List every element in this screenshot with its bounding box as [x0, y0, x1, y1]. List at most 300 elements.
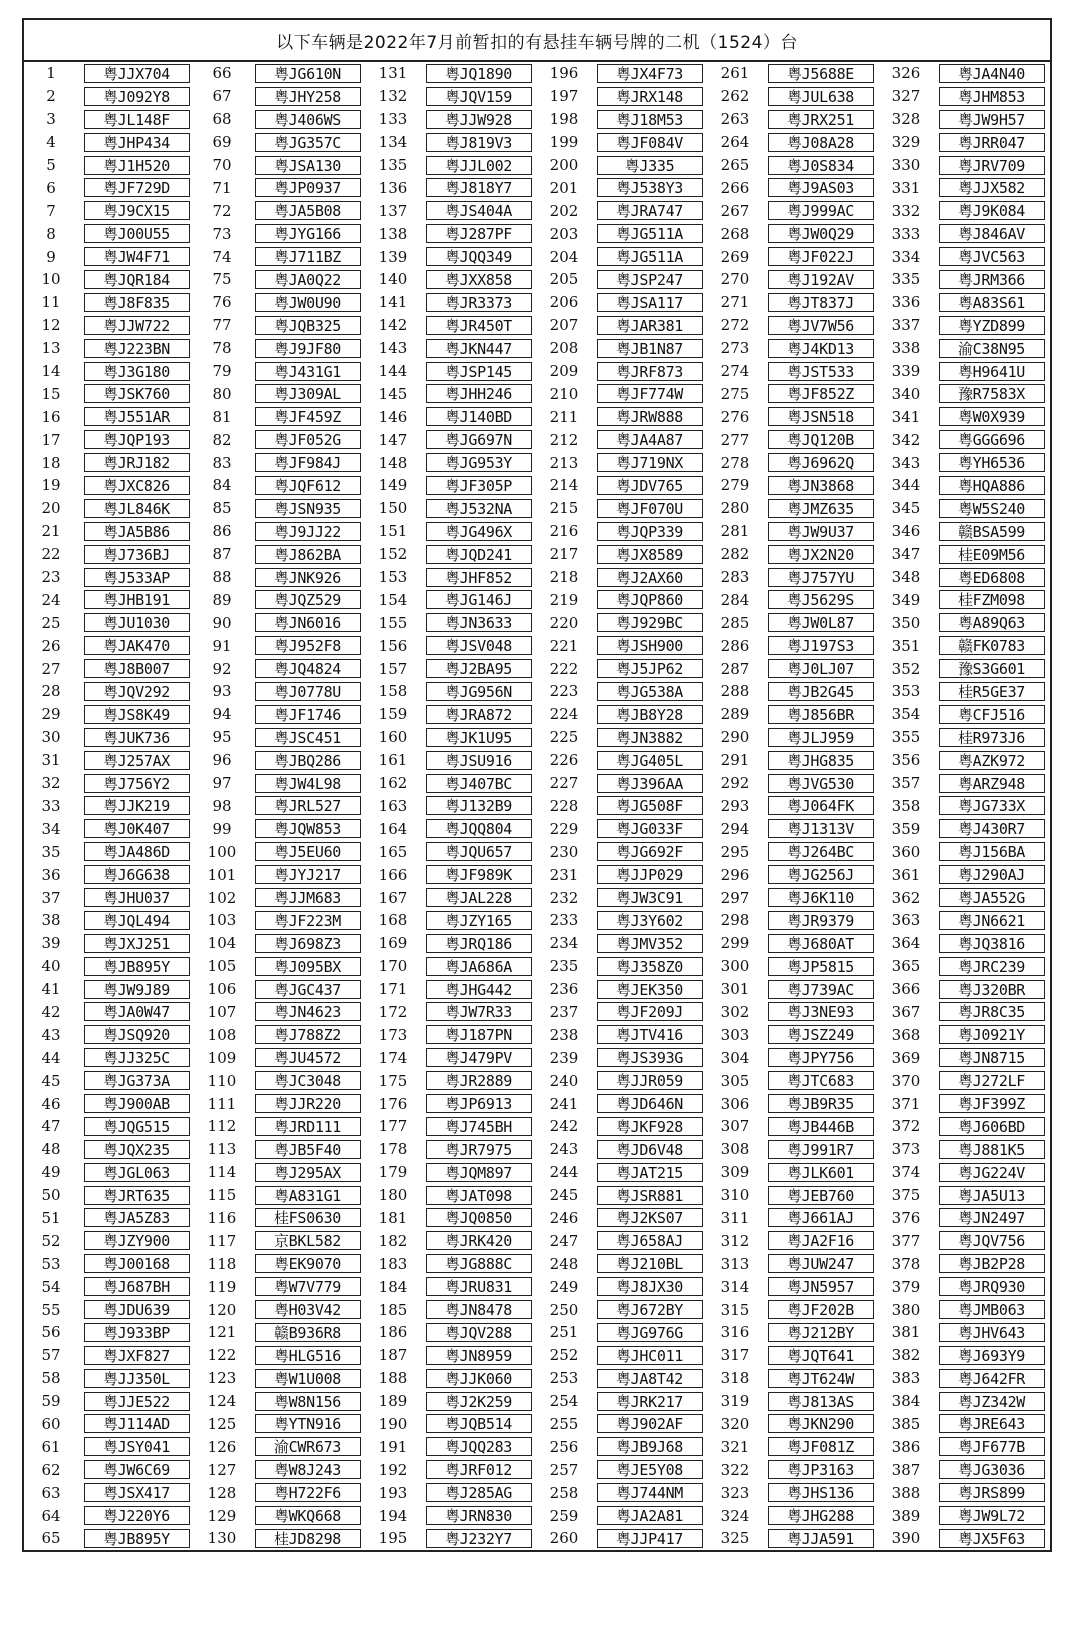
plate-number: 粤JZY900: [84, 1231, 190, 1250]
row-number: 259: [549, 1506, 579, 1525]
table-row: [23, 566, 1051, 589]
plate-cell: [591, 474, 708, 497]
row-number: 387: [891, 1460, 921, 1479]
plate-number: 粤J1H520: [84, 156, 190, 175]
plate-number: 粤JA0W47: [84, 1002, 190, 1021]
plate-number: 粤J642FR: [939, 1369, 1045, 1388]
plate-cell: [762, 108, 879, 131]
plate-number: 粤JA552G: [939, 888, 1045, 907]
plate-cell: [762, 657, 879, 680]
plate-cell: [249, 474, 366, 497]
plate-cell: [78, 1001, 195, 1024]
plate-number: 粤JW0U90: [255, 293, 361, 312]
table-row: [23, 955, 1051, 978]
document-title: 以下车辆是2022年7月前暂扣的有悬挂车辆号牌的二机（1524）台: [22, 18, 1052, 60]
row-number: 95: [212, 728, 232, 747]
plate-number: 粤JQ1890: [426, 64, 532, 83]
row-number: 159: [378, 705, 408, 724]
plate-cell: [591, 680, 708, 703]
table-row: [23, 61, 1051, 85]
row-number: 254: [549, 1392, 579, 1411]
plate-cell: [762, 245, 879, 268]
row-number: 267: [720, 201, 750, 220]
plate-cell: [591, 245, 708, 268]
row-number: 37: [41, 888, 61, 907]
row-number: 11: [41, 293, 61, 312]
row-number: 335: [891, 270, 921, 289]
plate-number: 粤J095BX: [255, 957, 361, 976]
plate-cell: [78, 1367, 195, 1390]
plate-cell: [420, 360, 537, 383]
plate-cell: [762, 611, 879, 634]
plate-number: 粤JG538A: [597, 682, 703, 701]
plate-cell: [78, 680, 195, 703]
plate-number: 粤JF729D: [84, 178, 190, 197]
table-row: [23, 291, 1051, 314]
plate-number: 粤JRW888: [597, 407, 703, 426]
row-number: 189: [378, 1392, 408, 1411]
row-number: 298: [720, 911, 750, 930]
plate-cell: [249, 772, 366, 795]
row-number: 24: [41, 590, 61, 609]
row-number: 76: [212, 293, 232, 312]
plate-cell: [933, 955, 1051, 978]
plate-cell: [591, 1367, 708, 1390]
plate-number: 粤JQQ283: [426, 1437, 532, 1456]
plate-cell: [420, 634, 537, 657]
plate-cell: [762, 382, 879, 405]
plate-cell: [762, 520, 879, 543]
plate-number: 粤JN3868: [768, 476, 874, 495]
row-number: 207: [549, 316, 579, 335]
plate-number: 粤JJ350L: [84, 1369, 190, 1388]
plate-cell: [420, 520, 537, 543]
row-number: 29: [41, 705, 61, 724]
plate-number: 粤JW0L87: [768, 613, 874, 632]
plate-cell: [933, 108, 1051, 131]
row-number: 19: [41, 476, 61, 495]
plate-cell: [420, 566, 537, 589]
plate-cell: [249, 1115, 366, 1138]
plate-cell: [420, 61, 537, 85]
table-row: [23, 1435, 1051, 1458]
plate-cell: [420, 909, 537, 932]
plate-cell: [420, 817, 537, 840]
plate-cell: [78, 1458, 195, 1481]
row-number: 369: [891, 1048, 921, 1067]
row-number: 389: [891, 1506, 921, 1525]
plate-cell: [933, 680, 1051, 703]
row-number: 119: [207, 1277, 237, 1296]
plate-number: 粤J6K110: [768, 888, 874, 907]
row-number: 174: [378, 1048, 408, 1067]
row-number: 359: [891, 819, 921, 838]
plate-cell: [78, 1023, 195, 1046]
plate-cell: [591, 108, 708, 131]
plate-cell: [933, 1184, 1051, 1207]
plate-number: 粤JJM683: [255, 888, 361, 907]
plate-cell: [591, 382, 708, 405]
row-number: 47: [41, 1117, 61, 1136]
plate-number: 粤JQ4824: [255, 659, 361, 678]
row-number: 275: [720, 384, 750, 403]
plate-number: 粤JRE643: [939, 1414, 1045, 1433]
plate-number: 京BKL582: [255, 1231, 361, 1250]
plate-cell: [591, 749, 708, 772]
plate-number: 粤J902AF: [597, 1414, 703, 1433]
plate-number: 粤JRX251: [768, 110, 874, 129]
row-number: 247: [549, 1231, 579, 1250]
plate-cell: [249, 1367, 366, 1390]
row-number: 377: [891, 1231, 921, 1250]
plate-cell: [78, 1092, 195, 1115]
plate-cell: [249, 176, 366, 199]
row-number: 150: [378, 499, 408, 518]
plate-number: 粤J0LJ07: [768, 659, 874, 678]
plate-number: 粤JV7W56: [768, 316, 874, 335]
plate-number: 粤WKQ668: [255, 1506, 361, 1525]
plate-number: 粤JRQ186: [426, 934, 532, 953]
plate-cell: [249, 1184, 366, 1207]
table-row: [23, 1321, 1051, 1344]
plate-number: 粤JF081Z: [768, 1437, 874, 1456]
row-number: 225: [549, 728, 579, 747]
plate-number: 粤A89Q63: [939, 613, 1045, 632]
row-number: 45: [41, 1071, 61, 1090]
row-number: 26: [41, 636, 61, 655]
plate-number: 粤JQD241: [426, 545, 532, 564]
row-number: 152: [378, 545, 408, 564]
plate-cell: [762, 543, 879, 566]
row-number: 230: [549, 842, 579, 861]
table-row: [23, 176, 1051, 199]
plate-cell: [762, 1115, 879, 1138]
plate-number: 粤JG610N: [255, 64, 361, 83]
row-number: 143: [378, 339, 408, 358]
row-number: 82: [212, 430, 232, 449]
plate-cell: [420, 85, 537, 108]
plate-number: 粤JQV159: [426, 87, 532, 106]
plate-cell: [249, 1458, 366, 1481]
table-row: [23, 1115, 1051, 1138]
table-row: [23, 749, 1051, 772]
plate-number: 粤JVC563: [939, 247, 1045, 266]
plate-cell: [78, 1298, 195, 1321]
plate-cell: [420, 199, 537, 222]
table-row: [23, 405, 1051, 428]
plate-cell: [762, 1321, 879, 1344]
plate-cell: [249, 909, 366, 932]
row-number: 372: [891, 1117, 921, 1136]
table-row: [23, 726, 1051, 749]
row-number: 162: [378, 774, 408, 793]
row-number: 138: [378, 224, 408, 243]
row-number: 251: [549, 1323, 579, 1342]
row-number: 285: [720, 613, 750, 632]
plate-number: 粤J745BH: [426, 1117, 532, 1136]
plate-number: 粤JQR184: [84, 270, 190, 289]
plate-number: 粤J687BH: [84, 1277, 190, 1296]
plate-number: 粤JW9H57: [939, 110, 1045, 129]
row-number: 166: [378, 865, 408, 884]
plate-cell: [762, 749, 879, 772]
row-number: 83: [212, 453, 232, 472]
plate-cell: [249, 566, 366, 589]
plate-cell: [249, 268, 366, 291]
plate-cell: [591, 634, 708, 657]
plate-number: 粤JN6016: [255, 613, 361, 632]
plate-cell: [420, 657, 537, 680]
row-number: 62: [41, 1460, 61, 1479]
row-number: 165: [378, 842, 408, 861]
plate-cell: [933, 1023, 1051, 1046]
row-number: 301: [720, 980, 750, 999]
plate-cell: [933, 428, 1051, 451]
plate-cell: [762, 1344, 879, 1367]
plate-cell: [78, 1046, 195, 1069]
plate-cell: [249, 1481, 366, 1504]
row-number: 215: [549, 499, 579, 518]
row-number: 50: [41, 1186, 61, 1205]
plate-cell: [420, 840, 537, 863]
row-number: 289: [720, 705, 750, 724]
plate-number: 赣B936R8: [255, 1323, 361, 1342]
row-number: 190: [378, 1414, 408, 1433]
row-number: 334: [891, 247, 921, 266]
plate-cell: [933, 154, 1051, 177]
table-row: [23, 520, 1051, 543]
document-page: [22, 0, 1052, 1552]
plate-number: 粤J672BY: [597, 1300, 703, 1319]
plate-number: 粤JXF827: [84, 1346, 190, 1365]
plate-number: 粤JQV756: [939, 1231, 1045, 1250]
plate-cell: [78, 657, 195, 680]
table-row: [23, 978, 1051, 1001]
plate-number: 粤J290AJ: [939, 865, 1045, 884]
plate-cell: [249, 1321, 366, 1344]
row-number: 145: [378, 384, 408, 403]
plate-cell: [591, 795, 708, 818]
plate-number: 粤J140BD: [426, 407, 532, 426]
table-row: [23, 314, 1051, 337]
row-number: 209: [549, 362, 579, 381]
row-number: 283: [720, 568, 750, 587]
plate-number: 粤J220Y6: [84, 1506, 190, 1525]
plate-number: 粤JQV288: [426, 1323, 532, 1342]
row-number: 168: [378, 911, 408, 930]
plate-cell: [762, 840, 879, 863]
plate-number: 粤JF852Z: [768, 384, 874, 403]
plate-number: 粤JRA872: [426, 705, 532, 724]
plate-number: 粤JQW853: [255, 819, 361, 838]
plate-cell: [762, 291, 879, 314]
row-number: 89: [212, 590, 232, 609]
plate-number: 粤J2K259: [426, 1392, 532, 1411]
row-number: 266: [720, 178, 750, 197]
plate-number: 粤JJX582: [939, 178, 1045, 197]
row-number: 105: [207, 957, 237, 976]
plate-number: 粤JSA130: [255, 156, 361, 175]
row-number: 77: [212, 316, 232, 335]
plate-cell: [762, 1298, 879, 1321]
row-number: 338: [891, 339, 921, 358]
plate-cell: [78, 978, 195, 1001]
row-number: 179: [378, 1163, 408, 1182]
row-number: 362: [891, 888, 921, 907]
plate-number: 粤J538Y3: [597, 178, 703, 197]
plate-number: 粤JR8C35: [939, 1002, 1045, 1021]
row-number: 149: [378, 476, 408, 495]
plate-number: 粤J952F8: [255, 636, 361, 655]
plate-cell: [249, 611, 366, 634]
plate-number: 渝C38N95: [939, 339, 1045, 358]
row-number: 202: [549, 201, 579, 220]
row-number: 99: [212, 819, 232, 838]
plate-number: 粤JW4L98: [255, 774, 361, 793]
plate-cell: [249, 749, 366, 772]
plate-number: 粤J719NX: [597, 453, 703, 472]
plate-cell: [933, 131, 1051, 154]
plate-cell: [762, 474, 879, 497]
plate-number: 粤JW0Q29: [768, 224, 874, 243]
plate-number: 粤J0K407: [84, 819, 190, 838]
plate-number: 粤JHV643: [939, 1323, 1045, 1342]
plate-number: 粤JQP339: [597, 522, 703, 541]
plate-cell: [249, 382, 366, 405]
plate-cell: [420, 978, 537, 1001]
plate-number: 粤JUL638: [768, 87, 874, 106]
plate-cell: [762, 1069, 879, 1092]
plate-cell: [78, 1207, 195, 1230]
row-number: 92: [212, 659, 232, 678]
table-row: [23, 932, 1051, 955]
plate-cell: [420, 932, 537, 955]
row-number: 238: [549, 1025, 579, 1044]
table-row: [23, 1413, 1051, 1436]
plate-cell: [933, 817, 1051, 840]
plate-number: 粤JQU657: [426, 842, 532, 861]
plate-cell: [78, 268, 195, 291]
plate-cell: [762, 1413, 879, 1436]
row-number: 339: [891, 362, 921, 381]
table-row: [23, 703, 1051, 726]
plate-number: 粤J5EU60: [255, 842, 361, 861]
plate-number: 粤JMV352: [597, 934, 703, 953]
plate-number: 粤J287PF: [426, 224, 532, 243]
row-number: 55: [41, 1300, 61, 1319]
plate-cell: [762, 1481, 879, 1504]
row-number: 111: [207, 1094, 237, 1113]
plate-number: 粤J223BN: [84, 339, 190, 358]
row-number: 383: [891, 1369, 921, 1388]
plate-number: 粤JRF012: [426, 1460, 532, 1479]
plate-cell: [933, 85, 1051, 108]
plate-cell: [762, 1435, 879, 1458]
row-number: 205: [549, 270, 579, 289]
plate-number: 粤GGG696: [939, 430, 1045, 449]
row-number: 124: [207, 1392, 237, 1411]
row-number: 233: [549, 911, 579, 930]
row-number: 250: [549, 1300, 579, 1319]
plate-cell: [249, 1229, 366, 1252]
plate-number: 粤J5688E: [768, 64, 874, 83]
plate-cell: [78, 222, 195, 245]
plate-cell: [420, 131, 537, 154]
row-number: 278: [720, 453, 750, 472]
plate-number: 粤JRR047: [939, 133, 1045, 152]
row-number: 253: [549, 1369, 579, 1388]
row-number: 296: [720, 865, 750, 884]
row-number: 31: [41, 751, 61, 770]
plate-cell: [591, 886, 708, 909]
plate-number: 粤JB9J68: [597, 1437, 703, 1456]
plate-number: 粤J739AC: [768, 980, 874, 999]
plate-cell: [78, 703, 195, 726]
plate-number: 粤JC3048: [255, 1071, 361, 1090]
plate-cell: [249, 955, 366, 978]
plate-cell: [420, 1298, 537, 1321]
plate-cell: [933, 291, 1051, 314]
plate-number: 粤JR9379: [768, 911, 874, 930]
plate-number: 粤J0921Y: [939, 1025, 1045, 1044]
row-number: 151: [378, 522, 408, 541]
plate-number: 粤J3NE93: [768, 1002, 874, 1021]
plate-number: 粤J862BA: [255, 545, 361, 564]
row-number: 106: [207, 980, 237, 999]
plate-number: 粤JHP434: [84, 133, 190, 152]
table-row: [23, 85, 1051, 108]
plate-number: 粤JG956N: [426, 682, 532, 701]
row-number: 142: [378, 316, 408, 335]
row-number: 104: [207, 934, 237, 953]
row-number: 116: [207, 1208, 237, 1227]
plate-number: 粤JRD111: [255, 1117, 361, 1136]
plate-cell: [762, 1138, 879, 1161]
plate-cell: [762, 1252, 879, 1275]
plate-number: 粤J430R7: [939, 819, 1045, 838]
plate-number: 粤J264BC: [768, 842, 874, 861]
plate-cell: [78, 154, 195, 177]
table-row: [23, 611, 1051, 634]
plate-cell: [762, 405, 879, 428]
row-number: 308: [720, 1140, 750, 1159]
table-row: [23, 1046, 1051, 1069]
plate-cell: [591, 726, 708, 749]
plate-cell: [249, 1001, 366, 1024]
row-number: 274: [720, 362, 750, 381]
plate-number: 粤JQQ349: [426, 247, 532, 266]
plate-number: 粤JF202B: [768, 1300, 874, 1319]
row-number: 240: [549, 1071, 579, 1090]
plate-number: 粤JJR220: [255, 1094, 361, 1113]
plate-number: 粤JEK350: [597, 980, 703, 999]
table-row: [23, 1481, 1051, 1504]
row-number: 120: [207, 1300, 237, 1319]
plate-cell: [933, 1435, 1051, 1458]
plate-number: 粤JF223M: [255, 911, 361, 930]
row-number: 129: [207, 1506, 237, 1525]
row-number: 314: [720, 1277, 750, 1296]
plate-number: 粤JQM897: [426, 1163, 532, 1182]
plate-cell: [933, 1504, 1051, 1527]
plate-cell: [420, 1069, 537, 1092]
plate-number: 粤J272LF: [939, 1071, 1045, 1090]
plate-number: 粤J285AG: [426, 1483, 532, 1502]
row-number: 160: [378, 728, 408, 747]
plate-number: 粤JRJ182: [84, 453, 190, 472]
plate-number: 粤J929BC: [597, 613, 703, 632]
plate-cell: [420, 1458, 537, 1481]
